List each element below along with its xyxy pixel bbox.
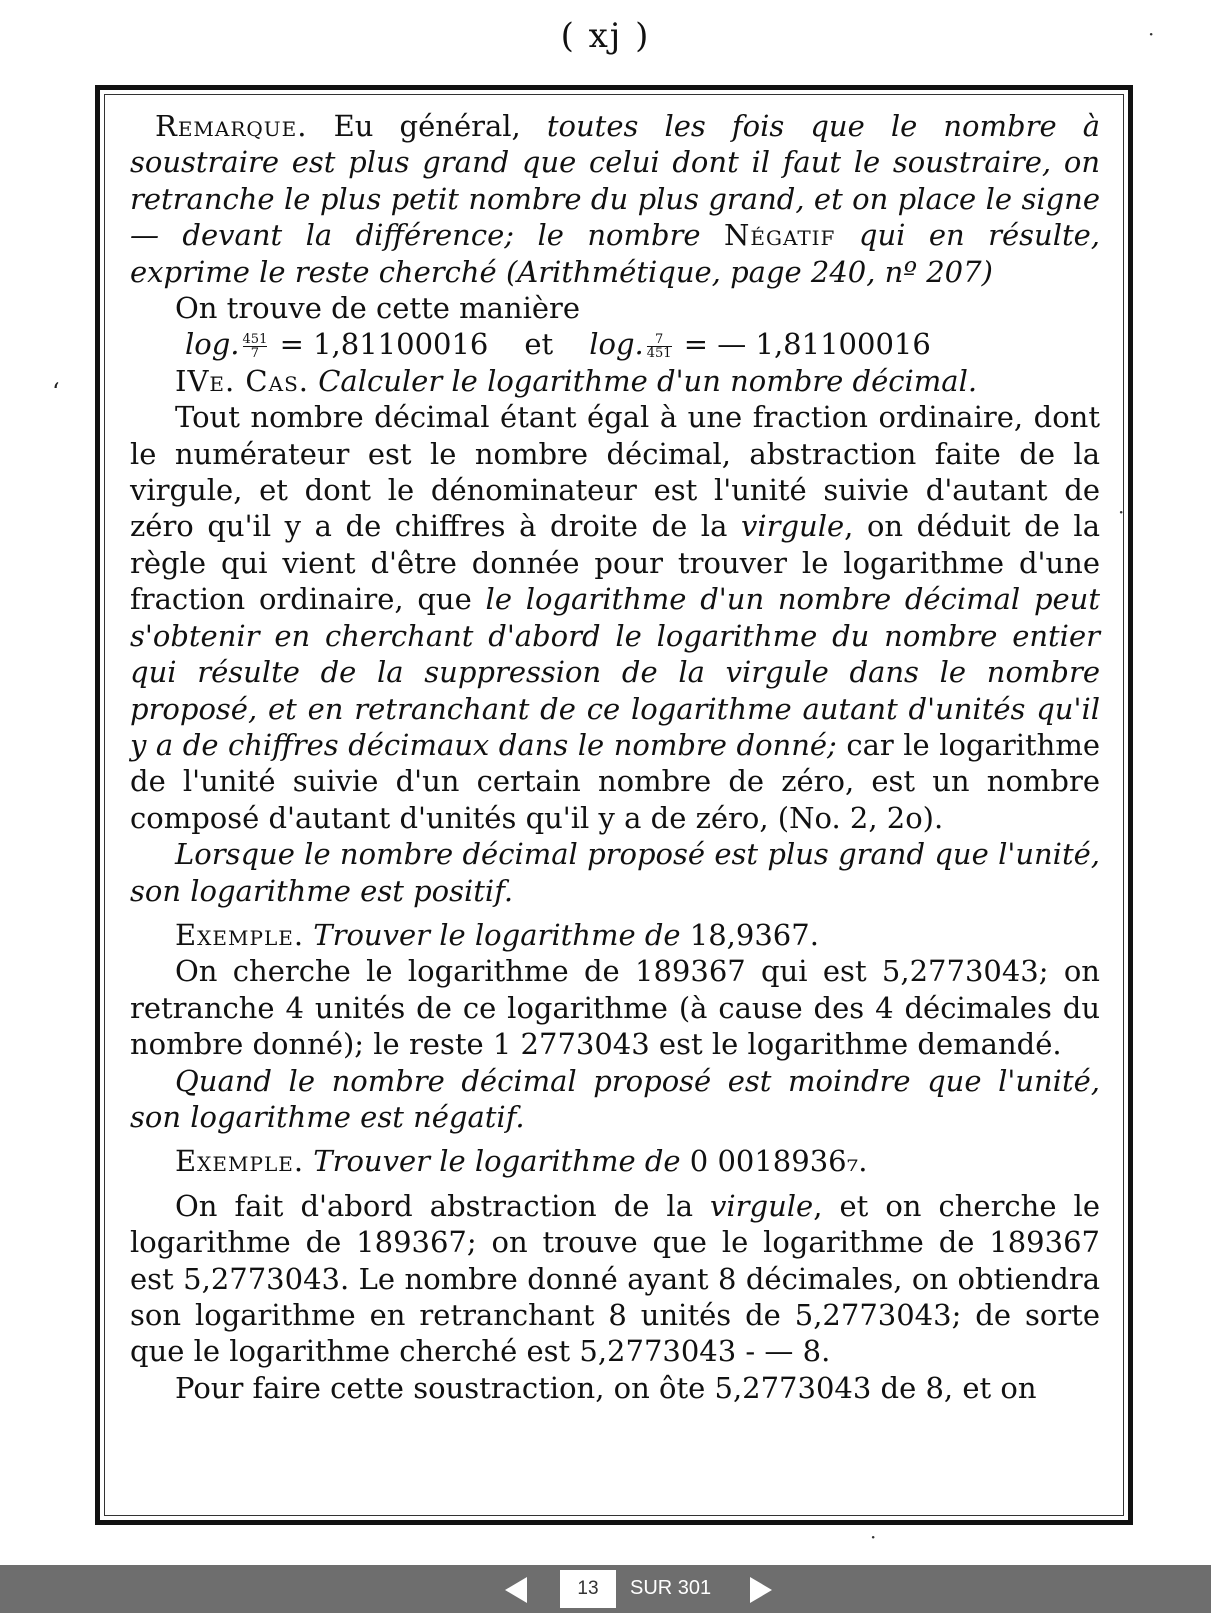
- on-fait-text-2: , et on cherche le logarithme de 189367; on trouve que le logarithme de 189367 est 5,2773043. Le nombre donné ayant 8 décimales, on obtiendra son logarithme en retranchant 8 unités de 5,2773043; de sorte que le logarithme cherché est 5,2773043 - — 8.: [130, 1188, 1100, 1369]
- exemple-2-italic: Trouver le logarithme de: [304, 1144, 681, 1179]
- remarque-italic-1: toutes les fois que le nombre à soustraire est plus grand que celui dont il faut le soustraire, on retranche le plus petit nombre du plus grand, et on place le signe — devant la différence; le nombre: [130, 109, 1100, 253]
- stray-dot: ·: [1148, 22, 1155, 46]
- exemple-1: [130, 917, 1100, 953]
- tout-text-3: car le logarithme de l'unité suivie d'un certain nombre de zéro, est un nombre composé d'autant d'unités qu'il y a de zéro, (No. 2, 2o).: [130, 727, 1100, 835]
- on-fait-text-1: On fait d'abord abstraction de la: [175, 1188, 711, 1223]
- lorsque-text: Lorsque le nombre décimal proposé est plus grand que l'unité, son logarithme est positif.: [130, 837, 1100, 908]
- exemple-2-number: 0 0018936₇.: [680, 1144, 868, 1179]
- stray-ink-mark: ‘: [52, 378, 60, 406]
- formula-et: et: [524, 327, 554, 362]
- on-fait-italic: virgule: [710, 1188, 814, 1223]
- next-page-icon[interactable]: [750, 1577, 772, 1603]
- exemple-2-label: Exemple.: [175, 1144, 305, 1179]
- remarque-label: Remarque.: [155, 109, 308, 143]
- stray-dot: ·: [1118, 500, 1125, 524]
- exemple-1-label: Exemple.: [175, 917, 305, 952]
- remarque-italic-2: qui en résulte, exprime le reste cherché (Arithmétique, page 240, nº 207): [130, 218, 1100, 289]
- viewer-nav-bar: [0, 1565, 1211, 1613]
- cas-heading: [130, 363, 1100, 399]
- page-frame: [95, 85, 1133, 1525]
- tout-italic-1: virgule: [740, 509, 845, 544]
- stray-dot: ·: [870, 1525, 877, 1549]
- cas-title: Calculer le logarithme d'un nombre décimal.: [309, 363, 978, 398]
- fraction-2-numerator: 7: [655, 331, 664, 347]
- remarque-negatif: Négatif: [724, 218, 836, 253]
- page-text: [130, 108, 1100, 1406]
- quand-paragraph: [130, 1063, 1100, 1136]
- formula-fraction-2: [647, 333, 672, 360]
- formula-fraction-1: [243, 333, 268, 360]
- fraction-1-numerator: 451: [242, 331, 268, 347]
- cas-label: IVe. Cas.: [175, 363, 309, 398]
- tout-italic-2: le logarithme d'un nombre décimal peut s'obtenir en cherchant d'abord le logarithme du nombre entier qui résulte de la suppression de la virgule dans le nombre proposé, et en retranchant de ce logarithme autant d'unités qu'il y a de chiffres décimaux dans le nombre donné;: [130, 582, 1100, 762]
- fraction-2-denominator: 451: [646, 345, 672, 361]
- formula-log-2: log.: [589, 327, 644, 362]
- formula-eq-1: = 1,81100016: [270, 327, 489, 362]
- fraction-1-denominator: 7: [243, 346, 268, 360]
- on-trouve-line: On trouve de cette manière: [175, 291, 581, 326]
- on-fait-paragraph: [130, 1188, 1100, 1370]
- exemple-1-italic: Trouver le logarithme de: [304, 917, 681, 952]
- formula-log-1: log.: [185, 327, 240, 362]
- tout-text-2: , on déduit de la règle qui vient d'être donnée pour trouver le logarithme d'une fraction ordinaire, que: [130, 509, 1100, 617]
- remarque-paragraph: [130, 108, 1100, 290]
- formula-line: [130, 326, 1100, 362]
- page-total-label: SUR 301: [630, 1577, 712, 1599]
- page-number-input[interactable]: [560, 1570, 616, 1608]
- remarque-text-1: Eu général,: [307, 109, 547, 143]
- quand-text: Quand le nombre décimal proposé est moindre que l'unité, son logarithme est négatif.: [130, 1063, 1100, 1134]
- pour-faire-line: Pour faire cette soustraction, on ôte 5,2773043 de 8, et on: [175, 1370, 1037, 1405]
- previous-page-icon[interactable]: [505, 1577, 527, 1603]
- tout-text-1: Tout nombre décimal étant égal à une fraction ordinaire, dont le numérateur est le nombre décimal, abstraction faite de la virgule, et dont le dénominateur est l'unité suivie d'autant de zéro qu'il y a de chiffres à droite de la: [130, 400, 1100, 544]
- exemple-1-number: 18,9367.: [680, 917, 819, 952]
- on-cherche-paragraph: On cherche le logarithme de 189367 qui est 5,2773043; on retranche 4 unités de ce logarithme (à cause des 4 décimales du nombre donné); le reste 1 2773043 est le logarithme demandé.: [130, 954, 1100, 1062]
- exemple-2: [130, 1143, 1100, 1179]
- page-header: ( xj ): [560, 16, 651, 56]
- tout-nombre-paragraph: [130, 399, 1100, 836]
- lorsque-paragraph: [130, 836, 1100, 909]
- formula-eq-2: = — 1,81100016: [674, 327, 931, 362]
